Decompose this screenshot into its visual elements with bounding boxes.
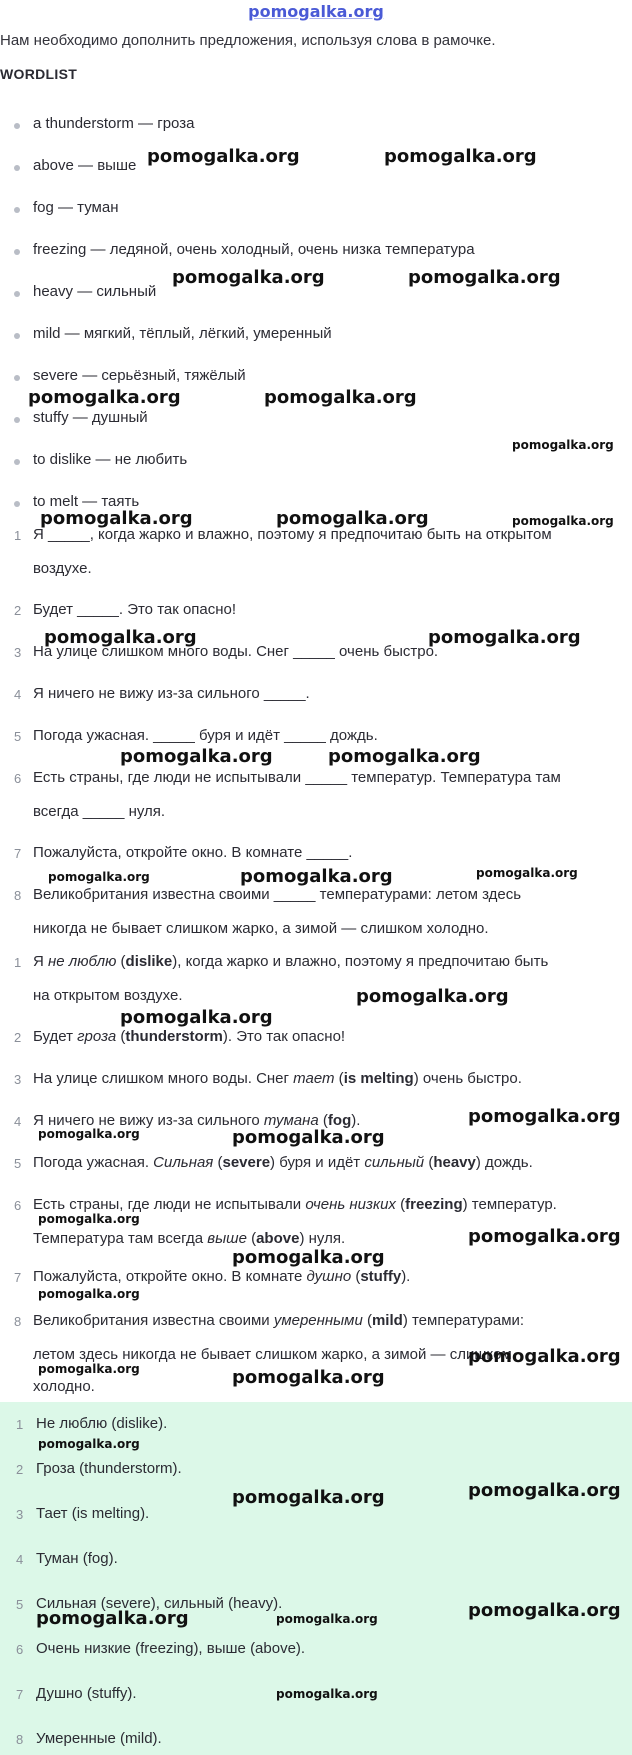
watermark: pomogalka.org (276, 1687, 378, 1701)
watermark: pomogalka.org (408, 267, 561, 288)
wordlist-item: stuffy — душный (33, 409, 148, 426)
task-number: 6 (14, 771, 22, 786)
short-answer-number: 1 (16, 1417, 24, 1432)
short-answer: Тает (is melting). (36, 1505, 150, 1522)
watermark: pomogalka.org (384, 146, 537, 167)
task-line: Великобритания известна своими _____ температурами: летом здесь (33, 886, 522, 903)
bullet-icon (14, 501, 20, 507)
watermark: pomogalka.org (232, 1487, 385, 1508)
watermark: pomogalka.org (240, 866, 393, 887)
short-answer: Не люблю (dislike). (36, 1415, 168, 1432)
task-line: На улице слишком много воды. Снег _____ очень быстро. (33, 643, 439, 660)
task-line: Я _____, когда жарко и влажно, поэтому я предпочитаю быть на открытом (33, 526, 552, 543)
wordlist-item: severe — серьёзный, тяжёлый (33, 367, 246, 384)
task-line: воздухе. (33, 560, 92, 577)
answer-number: 3 (14, 1072, 22, 1087)
watermark: pomogalka.org (468, 1226, 621, 1247)
task-number: 3 (14, 645, 22, 660)
watermark: pomogalka.org (147, 146, 300, 167)
task-line: Пожалуйста, откройте окно. В комнате _____. (33, 844, 353, 861)
watermark: pomogalka.org (276, 1612, 378, 1626)
answer-line: Есть страны, где люди не испытывали очень низких (freezing) температур. (33, 1196, 557, 1213)
bullet-icon (14, 291, 20, 297)
task-number: 2 (14, 603, 22, 618)
watermark: pomogalka.org (38, 1362, 140, 1376)
wordlist-item: a thunderstorm — гроза (33, 115, 195, 132)
short-answer: Сильная (severe), сильный (heavy). (36, 1595, 283, 1612)
watermark: pomogalka.org (36, 1608, 189, 1629)
answer-number: 1 (14, 955, 22, 970)
wordlist-item: above — выше (33, 157, 137, 174)
answer-line: на открытом воздухе. (33, 987, 183, 1004)
bullet-icon (14, 249, 20, 255)
answer-line: Температура там всегда выше (above) нуля. (33, 1230, 346, 1247)
watermark: pomogalka.org (120, 1007, 273, 1028)
bullet-icon (14, 123, 20, 129)
short-answer-number: 4 (16, 1552, 24, 1567)
answer-line: Я не люблю (dislike), когда жарко и влажно, поэтому я предпочитаю быть (33, 953, 549, 970)
watermark: pomogalka.org (28, 387, 181, 408)
short-answer-number: 6 (16, 1642, 24, 1657)
task-line: никогда не бывает слишком жарко, а зимой — слишком холодно. (33, 920, 489, 937)
answer-number: 4 (14, 1114, 22, 1129)
answer-line: Будет гроза (thunderstorm). Это так опасно! (33, 1028, 346, 1045)
short-answer-number: 3 (16, 1507, 24, 1522)
task-line: Будет _____. Это так опасно! (33, 601, 237, 618)
answer-line: Великобритания известна своими умеренными (mild) температурами: (33, 1312, 525, 1329)
wordlist-item: freezing — ледяной, очень холодный, очень низка температура (33, 241, 475, 258)
bullet-icon (14, 165, 20, 171)
watermark: pomogalka.org (172, 267, 325, 288)
site-title-link[interactable]: pomogalka.org (248, 2, 384, 21)
answer-line: На улице слишком много воды. Снег тает (is melting) очень быстро. (33, 1070, 522, 1087)
wordlist-item: heavy — сильный (33, 283, 157, 300)
watermark: pomogalka.org (232, 1127, 385, 1148)
short-answer: Туман (fog). (36, 1550, 118, 1567)
watermark: pomogalka.org (512, 438, 614, 452)
answer-line: Я ничего не вижу из-за сильного тумана (fog). (33, 1112, 361, 1129)
short-answer-number: 8 (16, 1732, 24, 1747)
watermark: pomogalka.org (428, 627, 581, 648)
short-answer: Умеренные (mild). (36, 1730, 162, 1747)
bullet-icon (14, 333, 20, 339)
intro-text: Нам необходимо дополнить предложения, используя слова в рамочке. (0, 32, 496, 49)
task-line: Погода ужасная. _____ буря и идёт _____ дождь. (33, 727, 378, 744)
task-number: 5 (14, 729, 22, 744)
bullet-icon (14, 375, 20, 381)
watermark: pomogalka.org (120, 746, 273, 767)
task-number: 4 (14, 687, 22, 702)
watermark: pomogalka.org (38, 1287, 140, 1301)
watermark: pomogalka.org (476, 866, 578, 880)
wordlist-item: to melt — таять (33, 493, 140, 510)
short-answer: Гроза (thunderstorm). (36, 1460, 182, 1477)
wordlist-item: to dislike — не любить (33, 451, 188, 468)
answer-line: летом здесь никогда не бывает слишком жарко, а зимой — слишком (33, 1346, 512, 1363)
task-number: 7 (14, 846, 22, 861)
watermark: pomogalka.org (38, 1212, 140, 1226)
watermark: pomogalka.org (468, 1600, 621, 1621)
short-answers-panel (0, 1402, 632, 1755)
answer-line: Погода ужасная. Сильная (severe) буря и идёт сильный (heavy) дождь. (33, 1154, 533, 1171)
wordlist-heading: WORDLIST (0, 66, 78, 82)
bullet-icon (14, 417, 20, 423)
bullet-icon (14, 207, 20, 213)
wordlist-item: mild — мягкий, тёплый, лёгкий, умеренный (33, 325, 332, 342)
watermark: pomogalka.org (328, 746, 481, 767)
watermark: pomogalka.org (44, 627, 197, 648)
short-answer-number: 5 (16, 1597, 24, 1612)
task-line: Есть страны, где люди не испытывали _____ температур. Температура там (33, 769, 561, 786)
watermark: pomogalka.org (276, 508, 429, 529)
task-number: 1 (14, 528, 22, 543)
task-line: всегда _____ нуля. (33, 803, 166, 820)
task-line: Я ничего не вижу из-за сильного _____. (33, 685, 310, 702)
watermark: pomogalka.org (468, 1346, 621, 1367)
short-answer-number: 2 (16, 1462, 24, 1477)
answer-number: 5 (14, 1156, 22, 1171)
watermark: pomogalka.org (468, 1480, 621, 1501)
answer-line: холодно. (33, 1378, 95, 1395)
watermark: pomogalka.org (232, 1367, 385, 1388)
watermark: pomogalka.org (40, 508, 193, 529)
answer-number: 6 (14, 1198, 22, 1213)
short-answer-number: 7 (16, 1687, 24, 1702)
answer-line: Пожалуйста, откройте окно. В комнате душно (stuffy). (33, 1268, 411, 1285)
short-answer: Душно (stuffy). (36, 1685, 137, 1702)
bullet-icon (14, 459, 20, 465)
answer-number: 8 (14, 1314, 22, 1329)
watermark: pomogalka.org (38, 1127, 140, 1141)
watermark: pomogalka.org (232, 1247, 385, 1268)
short-answer: Очень низкие (freezing), выше (above). (36, 1640, 306, 1657)
task-number: 8 (14, 888, 22, 903)
watermark: pomogalka.org (468, 1106, 621, 1127)
watermark: pomogalka.org (48, 870, 150, 884)
answer-number: 7 (14, 1270, 22, 1285)
watermark: pomogalka.org (512, 514, 614, 528)
answer-number: 2 (14, 1030, 22, 1045)
watermark: pomogalka.org (38, 1437, 140, 1451)
watermark: pomogalka.org (264, 387, 417, 408)
watermark: pomogalka.org (356, 986, 509, 1007)
wordlist-item: fog — туман (33, 199, 119, 216)
